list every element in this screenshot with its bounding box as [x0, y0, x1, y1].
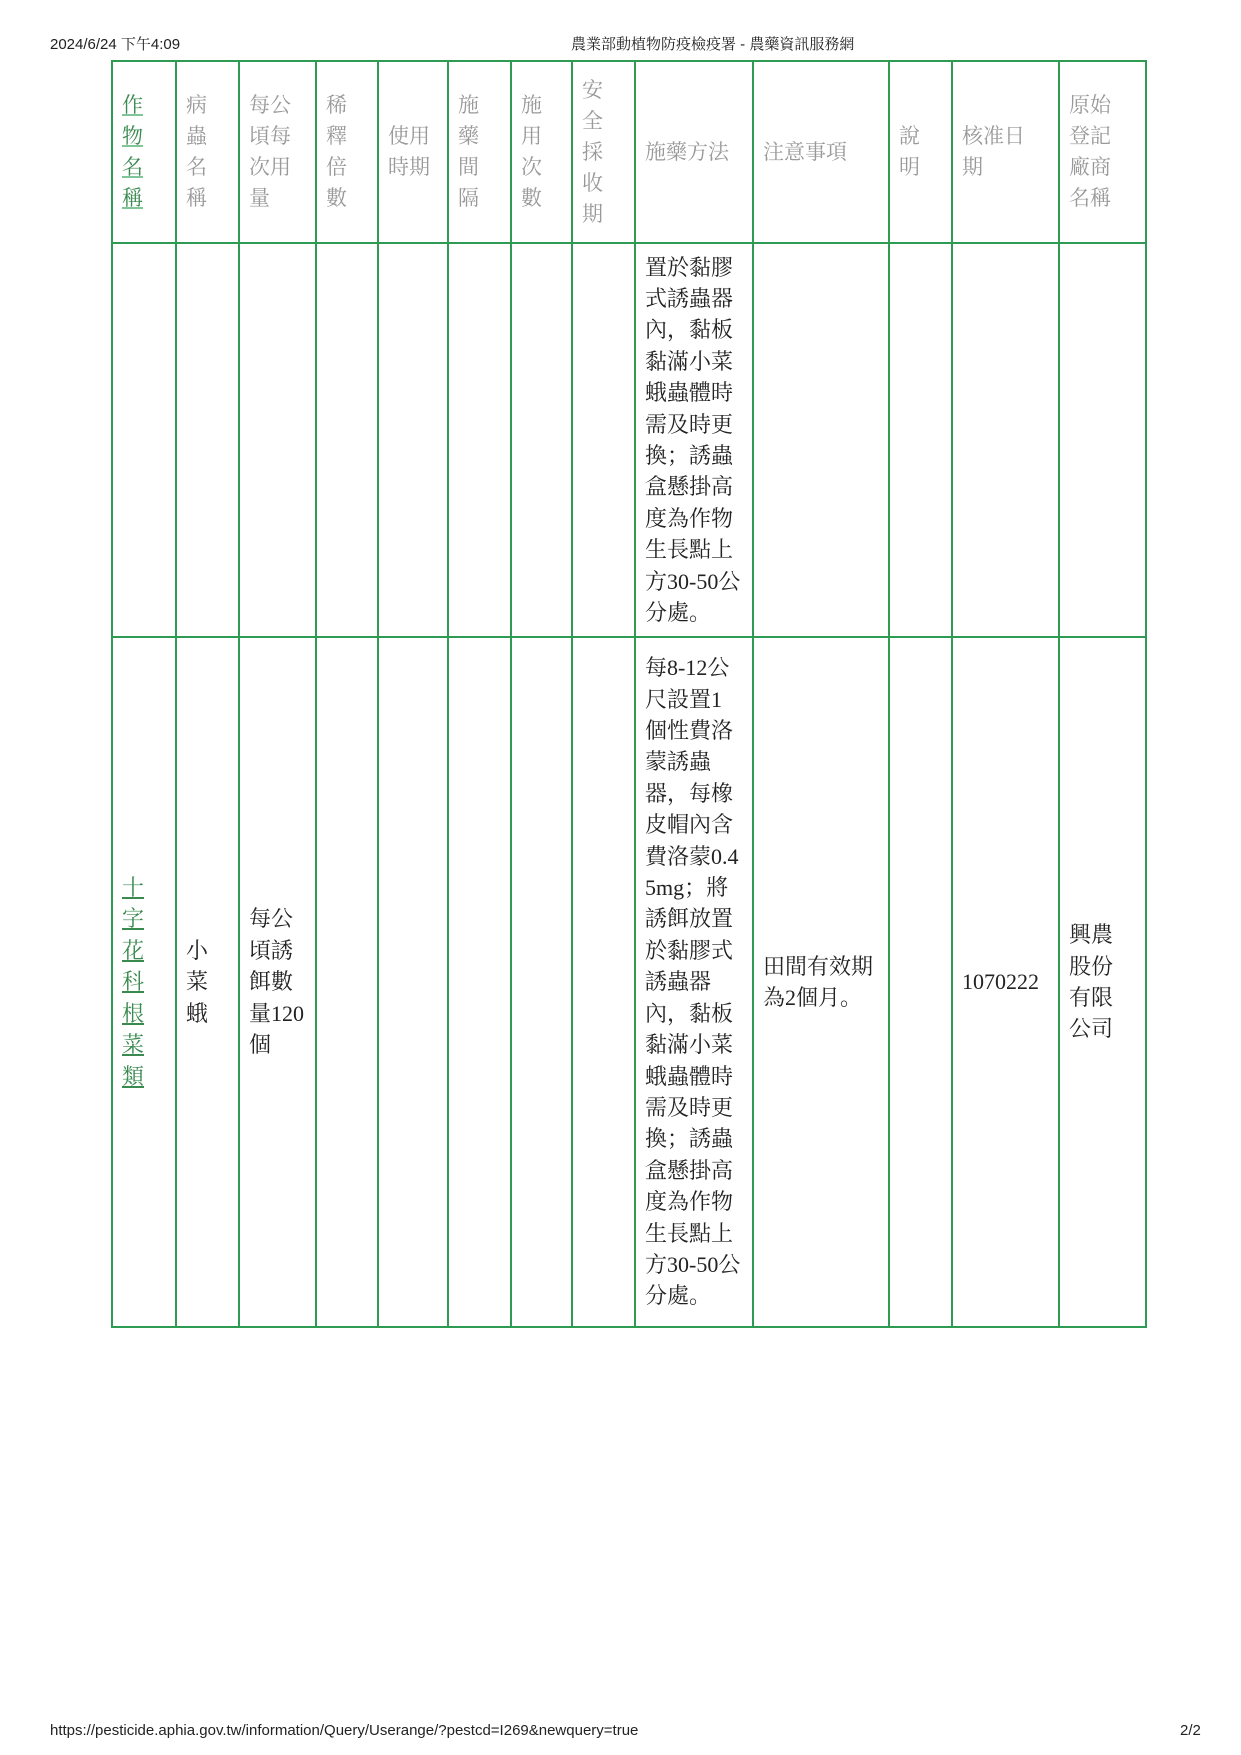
cell-notes: 田間有效期為2個月。 [753, 637, 889, 1327]
cell-dosage: 每公頃誘餌數量120個 [239, 637, 316, 1327]
cell-times [511, 243, 572, 637]
column-header-period: 使用時期 [378, 61, 448, 243]
cell-pest: 小菜蛾 [176, 637, 239, 1327]
column-header-notes: 注意事項 [753, 61, 889, 243]
column-header-description: 說明 [889, 61, 952, 243]
cell-pest [176, 243, 239, 637]
column-header-times: 施用次數 [511, 61, 572, 243]
cell-period [378, 243, 448, 637]
print-datetime: 2024/6/24 下午4:09 [50, 36, 181, 53]
cell-approval-date: 1070222 [952, 637, 1059, 1327]
table-header-row [112, 61, 1146, 243]
page-url: https://pesticide.aphia.gov.tw/information/Query/Userange/?pestcd=I269&newquery=true [50, 1722, 639, 1739]
cell-description [889, 243, 952, 637]
usage-table [111, 60, 1147, 1328]
column-header-registrant: 原始登記廠商名稱 [1059, 61, 1146, 243]
cell-safe-harvest [572, 243, 635, 637]
column-header-approval-date: 核准日期 [952, 61, 1059, 243]
cell-interval [448, 637, 511, 1327]
cell-method: 置於黏膠式誘蟲器內，黏板黏滿小菜蛾蟲體時需及時更換；誘蟲盒懸掛高度為作物生長點上方30-50公分處。 [635, 243, 753, 637]
cell-safe-harvest [572, 637, 635, 1327]
cell-dilution [316, 637, 378, 1327]
column-header-interval: 施藥間隔 [448, 61, 511, 243]
cell-approval-date [952, 243, 1059, 637]
column-header-safe-harvest: 安全採收期 [572, 61, 635, 243]
cell-notes [753, 243, 889, 637]
column-header-dilution: 稀釋倍數 [316, 61, 378, 243]
table-row [112, 637, 1146, 1327]
cell-method: 每8-12公尺設置1個性費洛蒙誘蟲器，每橡皮帽內含費洛蒙0.45mg；將誘餌放置於黏膠式誘蟲器內，黏板黏滿小菜蛾蟲體時需及時更換；誘蟲盒懸掛高度為作物生長點上方30-50公分處。 [635, 637, 753, 1327]
cell-crop [112, 243, 176, 637]
cell-registrant [1059, 243, 1146, 637]
cell-registrant: 興農股份有限公司 [1059, 637, 1146, 1327]
cell-crop[interactable]: 十字花科根菜類 [112, 637, 176, 1327]
column-header-pest: 病蟲名稱 [176, 61, 239, 243]
cell-period [378, 637, 448, 1327]
column-header-crop[interactable]: 作物名稱 [112, 61, 176, 243]
page-title: 農業部動植物防疫檢疫署 - 農藥資訊服務網 [571, 36, 855, 53]
table-row [112, 243, 1146, 637]
column-header-method: 施藥方法 [635, 61, 753, 243]
cell-times [511, 637, 572, 1327]
cell-dilution [316, 243, 378, 637]
cell-description [889, 637, 952, 1327]
cell-interval [448, 243, 511, 637]
page-number: 2/2 [1180, 1722, 1201, 1739]
column-header-dosage: 每公頃每次用量 [239, 61, 316, 243]
cell-dosage [239, 243, 316, 637]
